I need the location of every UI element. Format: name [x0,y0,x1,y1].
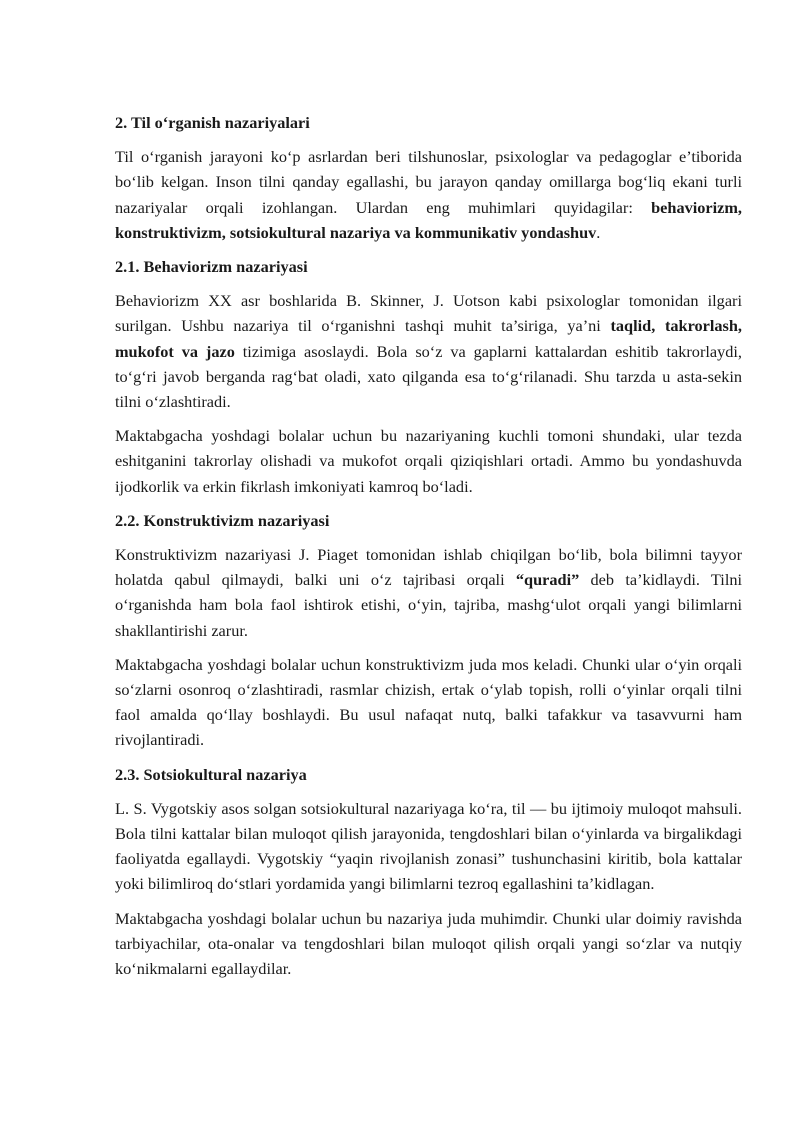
paragraph [115,288,742,414]
bold-text-run: behaviorizm, konstruktivizm, sotsiokultural nazariya va kommunikativ yondashuv [115,197,742,242]
text-run: Maktabgacha yoshdagi bolalar uchun bu nazariya juda muhimdir. Chunki ular doimiy ravishda tarbiyachilar, ota-onalar va tengdoshlari bilan muloqot qilish orqali yangi so‘zlar va nutqiy ko‘nikmalarni egallaydilar. [115,908,742,979]
subsection-title: 2.3. Sotsiokultural nazariya [115,764,307,784]
text-run: . [596,222,601,242]
text-run: deb ta’kidlaydi. Tilni o‘rganishda ham bola faol ishtirok etishi, o‘yin, tajriba, mashg‘ulot orqali yangi bilimlarni shakllantirishi zarur. [115,570,743,640]
paragraph [115,542,742,643]
paragraph [115,796,742,897]
paragraph [115,423,742,499]
bold-text-run: taqlid, takrorlash, mukofot va jazo [115,316,743,361]
text-run: Behaviorizm XX asr boshlarida B. Skinner, J. Uotson kabi psixologlar tomonidan ilgari surilgan. Ushbu nazariya til o‘rganishni tashqi muhit ta’siriga, ya’ni [115,291,742,336]
subsection-title: 2.2. Konstruktivizm nazariyasi [115,510,330,530]
text-run: Maktabgacha yoshdagi bolalar uchun konstruktivizm juda mos keladi. Chunki ular o‘yin orqali so‘zlarni osonroq o‘zlashtiradi, rasmlar chizish, ertak o‘ylab topish, rolli o‘yinlar orqali tilni faol amalda qo‘llay boshlaydi. Bu usul nafaqat nutq, balki tafakkur va tasavvurni ham rivojlantiradi. [115,654,742,750]
document-page [115,110,742,990]
bold-text-run: “quradi” [515,570,580,590]
paragraph [115,652,742,753]
text-run: Til o‘rganish jarayoni ko‘p asrlardan beri tilshunoslar, psixologlar va pedagoglar e’tiborida bo‘lib kelgan. Inson tilni qanday egallashi, bu jarayon qanday omillarga bog‘liq ekani turli nazariyalar orqali izohlangan. Ulardan eng muhimlari quyidagilar: [115,147,742,217]
section-title: 2. Til o‘rganish nazariyalari [115,113,310,132]
intro-paragraph [115,144,742,245]
text-run: tizimiga asoslaydi. Bola so‘z va gaplarni kattalardan eshitib takrorlaydi, to‘g‘ri javob berganda rag‘bat oladi, xato qilganda esa to‘g‘rilanadi. Shu tarzda u asta-sekin tilni o‘zlashtiradi. [115,341,742,412]
text-run: L. S. Vygotskiy asos solgan sotsiokultural nazariyaga ko‘ra, til — bu ijtimoiy muloqot mahsuli. Bola tilni kattalar bilan muloqot qilish jarayonida, tengdoshlari bilan o‘yinlarda va birgalikdagi faoliyatda egallaydi. Vygotskiy “yaqin rivojlanish zonasi” tushunchasini kiritib, bola kattalar yoki bilimliroq do‘stlari yordamida yangi bilimlarni tezroq egallashini ta’kidlagan. [115,798,742,894]
subsection-title: 2.1. Behaviorizm nazariyasi [115,257,308,277]
paragraph [115,906,742,982]
text-run: Maktabgacha yoshdagi bolalar uchun bu nazariyaning kuchli tomoni shundaki, ular tezda eshitganini takrorlay olishadi va mukofot orqali qiziqishlari ortadi. Ammo bu yondashuvda ijodkorlik va erkin fikrlash imkoniyati kamroq bo‘ladi. [115,426,742,496]
text-run: Konstruktivizm nazariyasi J. Piaget tomonidan ishlab chiqilgan bo‘lib, bola bilimni tayyor holatda qabul qilmaydi, balki uni o‘z tajribasi orqali [115,545,742,590]
